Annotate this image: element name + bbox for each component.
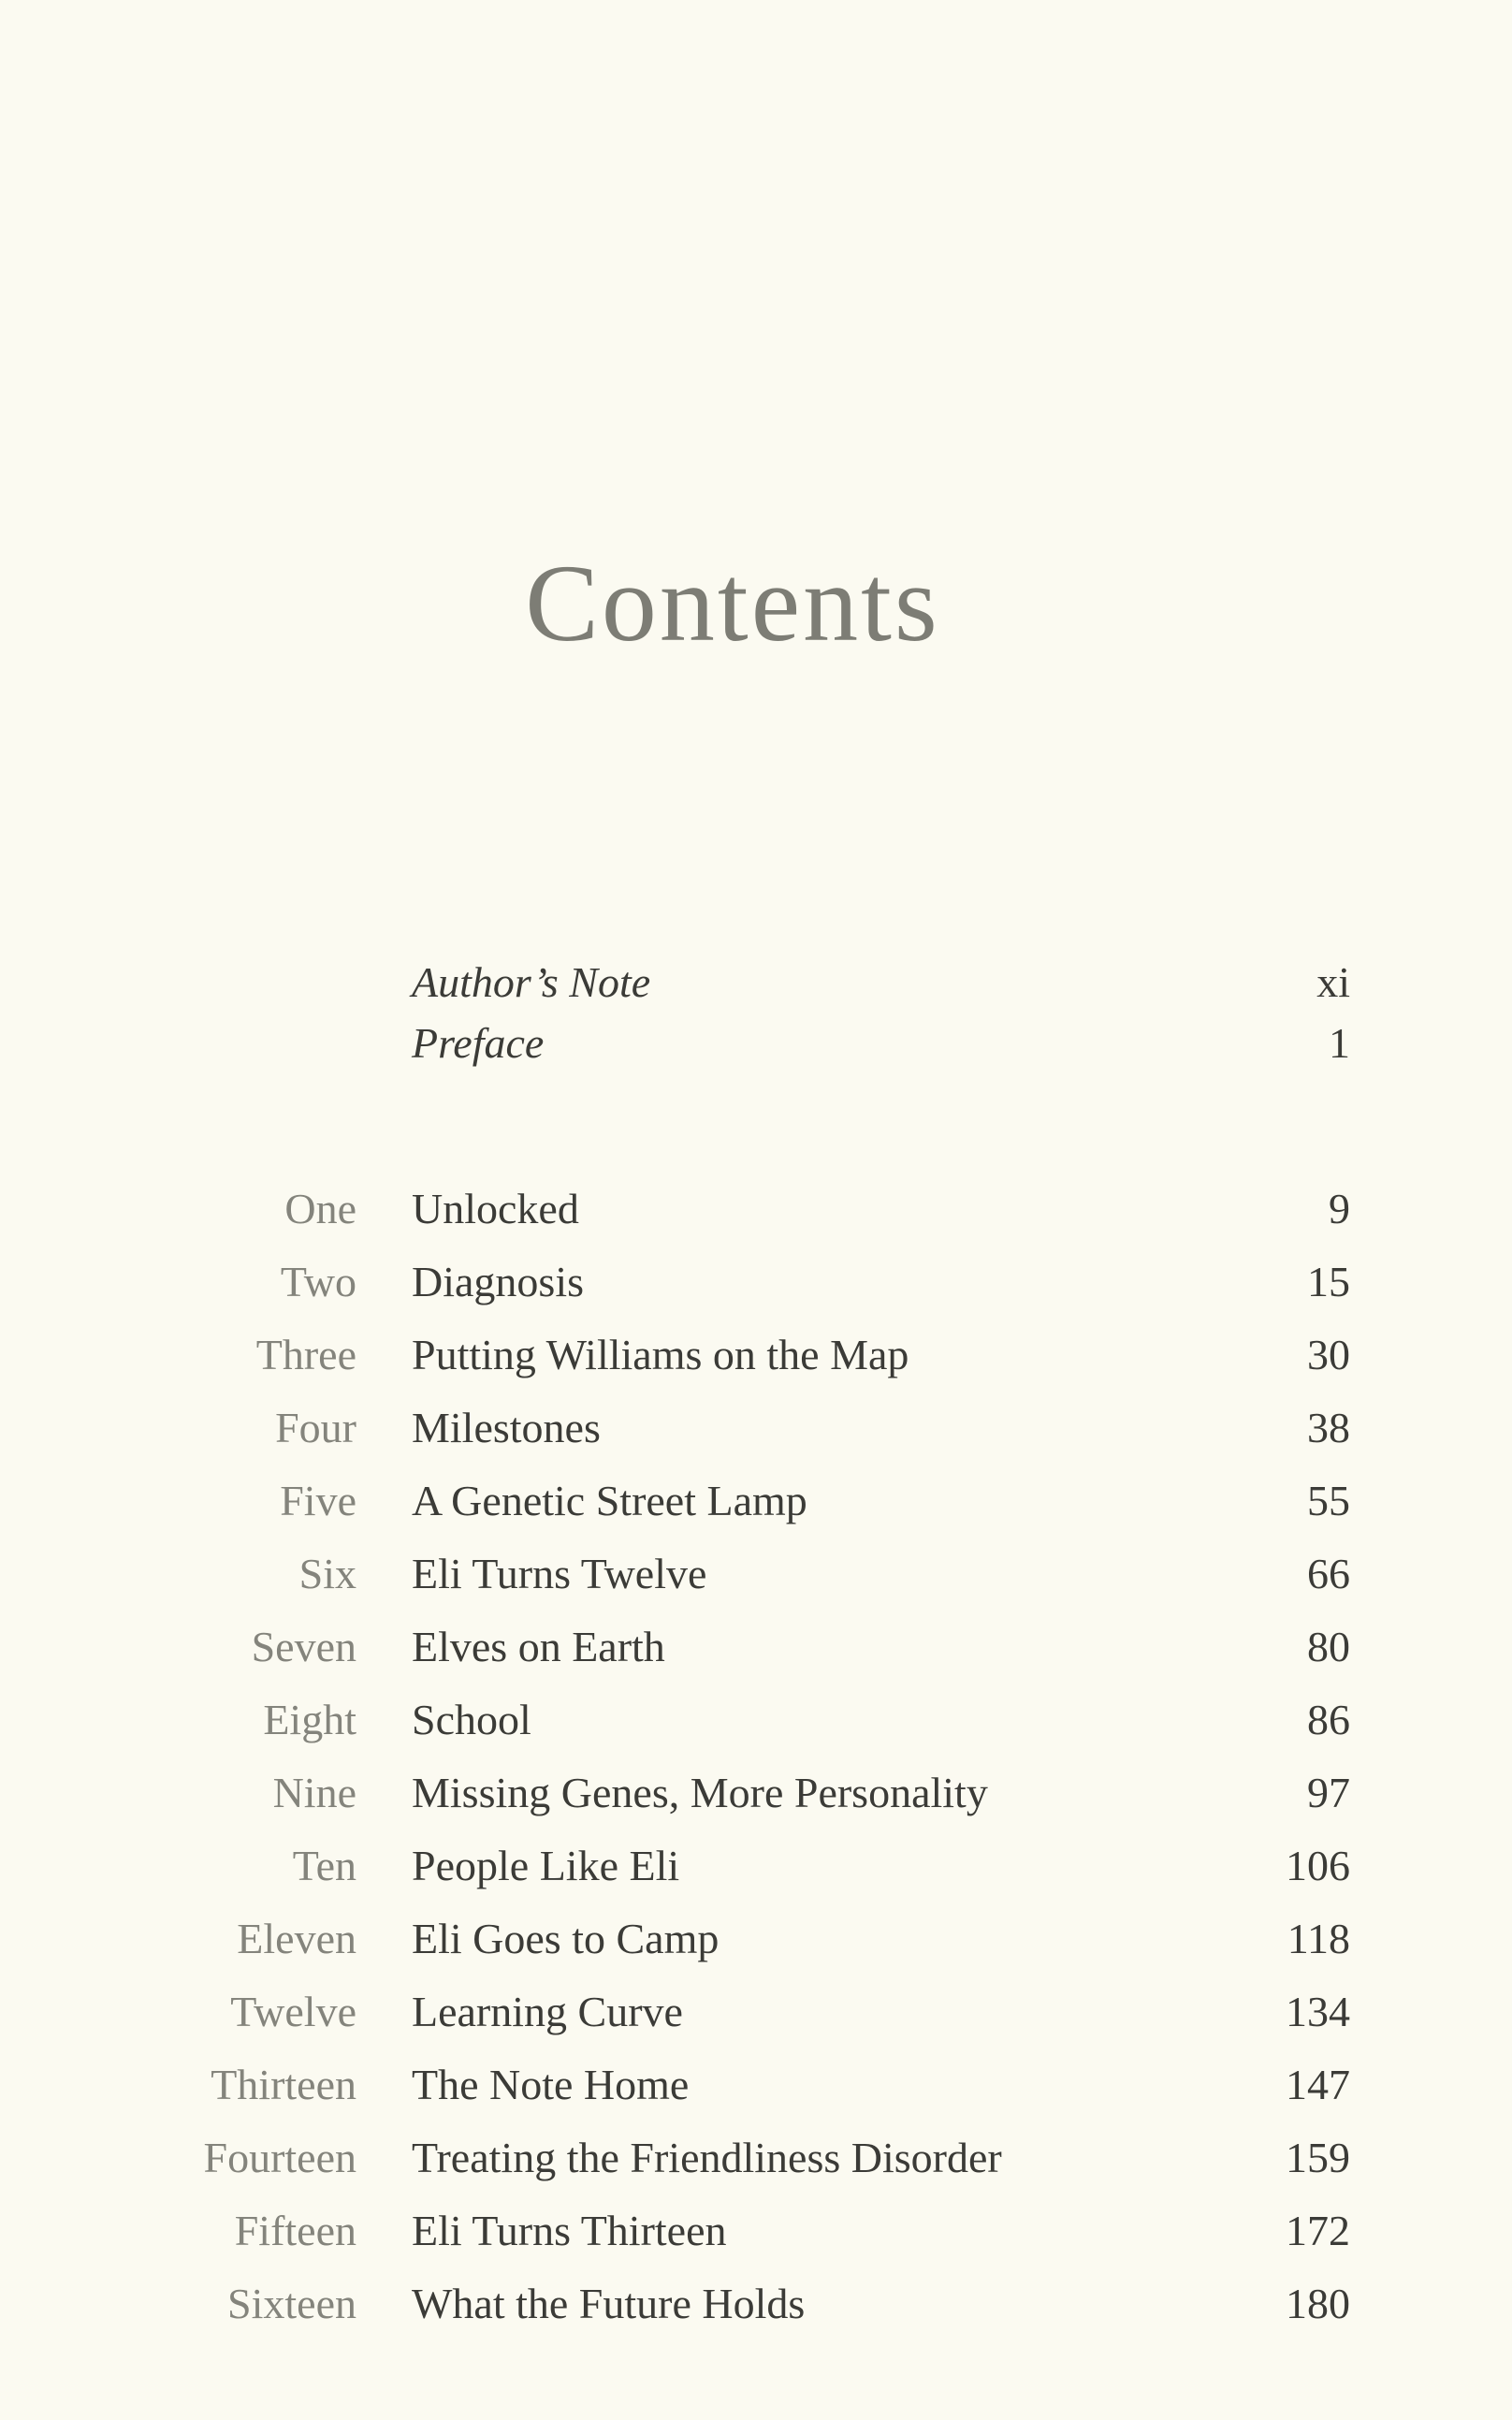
toc-entry	[0, 1684, 1512, 1757]
page-number: 180	[1286, 2280, 1350, 2327]
chapter-number: Eleven	[237, 1915, 356, 1962]
chapter-number: Four	[275, 1404, 356, 1451]
entry-title: Preface	[412, 1019, 545, 1067]
toc-entry	[0, 1902, 1512, 1975]
chapter-title: School	[412, 1696, 531, 1743]
toc-entry	[0, 1465, 1512, 1538]
chapter-number: Sixteen	[227, 2280, 356, 2327]
chapter-number: Fourteen	[203, 2134, 356, 2181]
page-number: 9	[1329, 1185, 1350, 1232]
chapter-number: Three	[255, 1331, 356, 1378]
page-number: 80	[1307, 1623, 1350, 1670]
toc-entry	[0, 1173, 1512, 1246]
chapter-title: What the Future Holds	[412, 2280, 806, 2327]
page-number: 38	[1307, 1404, 1350, 1451]
chapter-number: Six	[298, 1550, 356, 1597]
chapter-number: Eight	[263, 1696, 356, 1743]
page-number: 106	[1286, 1842, 1350, 1889]
chapter-number: Seven	[251, 1623, 356, 1670]
chapter-title: Unlocked	[412, 1185, 579, 1232]
chapter-title: Putting Williams on the Map	[412, 1331, 909, 1378]
chapter-number: Ten	[292, 1842, 356, 1889]
toc-entry	[0, 2267, 1512, 2340]
chapter-number: Two	[280, 1258, 356, 1305]
chapter-number: Five	[280, 1477, 356, 1524]
chapter-title: Milestones	[412, 1404, 601, 1451]
chapter-title: People Like Eli	[412, 1842, 680, 1889]
chapter-title: Eli Goes to Camp	[412, 1915, 720, 1962]
chapter-title: Treating the Friendliness Disorder	[412, 2134, 1002, 2181]
chapter-list	[0, 1173, 1512, 2340]
toc-entry	[0, 1013, 1512, 1073]
toc-entry	[0, 1975, 1512, 2048]
chapter-number: Twelve	[230, 1988, 356, 2035]
chapter-number: Thirteen	[211, 2061, 356, 2108]
page-number: 1	[1329, 1019, 1350, 1067]
page-number: 159	[1286, 2134, 1350, 2181]
chapter-title: The Note Home	[412, 2061, 690, 2108]
chapter-title: Diagnosis	[412, 1258, 584, 1305]
page-number: 30	[1307, 1331, 1350, 1378]
chapter-title: Eli Turns Thirteen	[412, 2207, 727, 2254]
toc-entry	[0, 952, 1512, 1013]
page-number: 66	[1307, 1550, 1350, 1597]
toc-entry	[0, 2194, 1512, 2267]
toc-entry	[0, 2121, 1512, 2194]
page-title: Contents	[525, 542, 940, 664]
page-number: 147	[1286, 2061, 1350, 2108]
page-number: 15	[1307, 1258, 1350, 1305]
page-number: 97	[1307, 1769, 1350, 1816]
toc-entry	[0, 1538, 1512, 1611]
toc-entry	[0, 1611, 1512, 1684]
toc-entry	[0, 1246, 1512, 1319]
chapter-title: Learning Curve	[412, 1988, 683, 2035]
chapter-number: Fifteen	[234, 2207, 356, 2254]
chapter-number: One	[284, 1185, 356, 1232]
toc-entry	[0, 1392, 1512, 1465]
toc-entry	[0, 1757, 1512, 1830]
chapter-title: Eli Turns Twelve	[412, 1550, 707, 1597]
page-number: 172	[1286, 2207, 1350, 2254]
page-number: 134	[1286, 1988, 1350, 2035]
chapter-title: Missing Genes, More Personality	[412, 1769, 988, 1816]
page-number: xi	[1316, 958, 1350, 1006]
page-number: 55	[1307, 1477, 1350, 1524]
chapter-title: Elves on Earth	[412, 1623, 665, 1670]
toc-entry	[0, 1830, 1512, 1902]
chapter-title: A Genetic Street Lamp	[412, 1477, 807, 1524]
page-number: 86	[1307, 1696, 1350, 1743]
toc-entry	[0, 2048, 1512, 2121]
toc-entry	[0, 1319, 1512, 1392]
chapter-number: Nine	[272, 1769, 356, 1816]
page-number: 118	[1287, 1915, 1350, 1962]
entry-title: Author’s Note	[412, 958, 651, 1006]
front-matter-list	[0, 952, 1512, 1073]
